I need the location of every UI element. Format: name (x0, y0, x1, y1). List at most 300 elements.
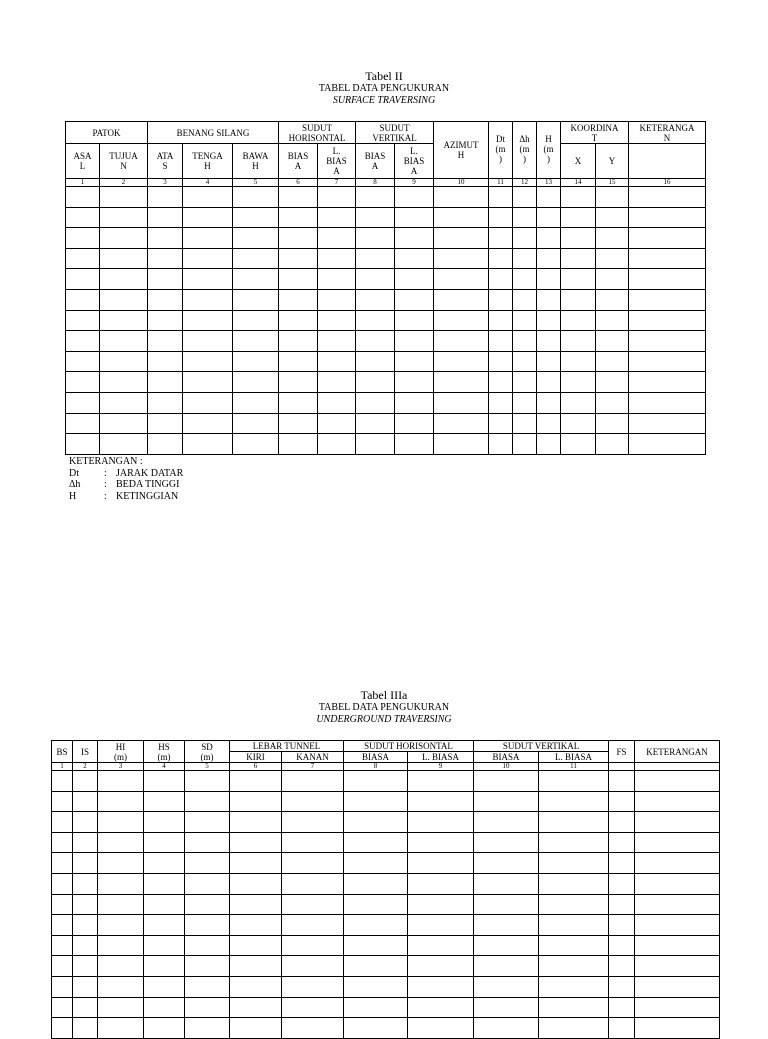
empty-cell[interactable] (282, 997, 344, 1018)
empty-cell[interactable] (279, 289, 318, 310)
empty-cell[interactable] (183, 413, 233, 434)
empty-cell[interactable] (434, 269, 489, 290)
empty-cell[interactable] (282, 791, 344, 812)
empty-cell[interactable] (629, 392, 706, 413)
empty-cell[interactable] (233, 434, 279, 455)
empty-cell[interactable] (282, 812, 344, 833)
empty-cell[interactable] (185, 894, 230, 915)
empty-cell[interactable] (635, 812, 720, 833)
empty-cell[interactable] (148, 228, 183, 249)
empty-cell[interactable] (434, 310, 489, 331)
empty-cell[interactable] (539, 894, 609, 915)
empty-cell[interactable] (144, 976, 185, 997)
empty-cell[interactable] (539, 853, 609, 874)
empty-cell[interactable] (344, 997, 408, 1018)
empty-cell[interactable] (98, 1018, 144, 1039)
empty-cell[interactable] (73, 956, 98, 977)
empty-cell[interactable] (596, 413, 629, 434)
empty-cell[interactable] (183, 228, 233, 249)
empty-cell[interactable] (282, 832, 344, 853)
empty-cell[interactable] (561, 248, 596, 269)
empty-cell[interactable] (513, 228, 537, 249)
empty-cell[interactable] (408, 832, 474, 853)
empty-cell[interactable] (408, 873, 474, 894)
empty-cell[interactable] (596, 310, 629, 331)
empty-cell[interactable] (144, 812, 185, 833)
empty-cell[interactable] (629, 331, 706, 352)
empty-cell[interactable] (537, 248, 561, 269)
empty-cell[interactable] (100, 310, 148, 331)
empty-cell[interactable] (148, 434, 183, 455)
empty-cell[interactable] (395, 372, 434, 393)
empty-cell[interactable] (356, 228, 395, 249)
empty-cell[interactable] (52, 915, 73, 936)
empty-cell[interactable] (629, 228, 706, 249)
empty-cell[interactable] (596, 228, 629, 249)
empty-cell[interactable] (98, 832, 144, 853)
empty-cell[interactable] (66, 310, 100, 331)
empty-cell[interactable] (73, 832, 98, 853)
empty-cell[interactable] (233, 228, 279, 249)
empty-cell[interactable] (318, 351, 356, 372)
empty-cell[interactable] (609, 956, 635, 977)
empty-cell[interactable] (52, 873, 73, 894)
empty-cell[interactable] (561, 372, 596, 393)
empty-cell[interactable] (356, 331, 395, 352)
empty-cell[interactable] (233, 187, 279, 208)
empty-cell[interactable] (395, 331, 434, 352)
empty-cell[interactable] (489, 413, 513, 434)
empty-cell[interactable] (279, 248, 318, 269)
empty-cell[interactable] (52, 812, 73, 833)
empty-cell[interactable] (344, 873, 408, 894)
empty-cell[interactable] (596, 207, 629, 228)
empty-cell[interactable] (318, 413, 356, 434)
empty-cell[interactable] (537, 269, 561, 290)
empty-cell[interactable] (52, 894, 73, 915)
empty-cell[interactable] (230, 1018, 282, 1039)
empty-cell[interactable] (635, 791, 720, 812)
empty-cell[interactable] (561, 331, 596, 352)
empty-cell[interactable] (537, 207, 561, 228)
empty-cell[interactable] (52, 976, 73, 997)
empty-cell[interactable] (233, 207, 279, 228)
empty-cell[interactable] (183, 289, 233, 310)
empty-cell[interactable] (489, 372, 513, 393)
empty-cell[interactable] (233, 351, 279, 372)
empty-cell[interactable] (66, 269, 100, 290)
empty-cell[interactable] (183, 310, 233, 331)
empty-cell[interactable] (629, 289, 706, 310)
empty-cell[interactable] (629, 269, 706, 290)
empty-cell[interactable] (144, 1018, 185, 1039)
empty-cell[interactable] (66, 351, 100, 372)
empty-cell[interactable] (539, 976, 609, 997)
empty-cell[interactable] (230, 956, 282, 977)
empty-cell[interactable] (434, 413, 489, 434)
empty-cell[interactable] (539, 935, 609, 956)
empty-cell[interactable] (318, 289, 356, 310)
empty-cell[interactable] (233, 392, 279, 413)
empty-cell[interactable] (635, 915, 720, 936)
empty-cell[interactable] (148, 331, 183, 352)
empty-cell[interactable] (537, 351, 561, 372)
empty-cell[interactable] (318, 310, 356, 331)
empty-cell[interactable] (148, 269, 183, 290)
empty-cell[interactable] (395, 413, 434, 434)
empty-cell[interactable] (474, 894, 539, 915)
empty-cell[interactable] (356, 207, 395, 228)
empty-cell[interactable] (434, 289, 489, 310)
empty-cell[interactable] (144, 791, 185, 812)
empty-cell[interactable] (185, 976, 230, 997)
empty-cell[interactable] (395, 434, 434, 455)
empty-cell[interactable] (230, 853, 282, 874)
empty-cell[interactable] (233, 310, 279, 331)
empty-cell[interactable] (98, 956, 144, 977)
empty-cell[interactable] (635, 873, 720, 894)
empty-cell[interactable] (596, 372, 629, 393)
empty-cell[interactable] (73, 791, 98, 812)
empty-cell[interactable] (561, 289, 596, 310)
empty-cell[interactable] (52, 771, 73, 792)
empty-cell[interactable] (474, 853, 539, 874)
empty-cell[interactable] (73, 1018, 98, 1039)
empty-cell[interactable] (609, 894, 635, 915)
empty-cell[interactable] (635, 956, 720, 977)
empty-cell[interactable] (230, 791, 282, 812)
empty-cell[interactable] (230, 771, 282, 792)
empty-cell[interactable] (635, 832, 720, 853)
empty-cell[interactable] (98, 915, 144, 936)
empty-cell[interactable] (537, 187, 561, 208)
empty-cell[interactable] (539, 832, 609, 853)
empty-cell[interactable] (98, 791, 144, 812)
empty-cell[interactable] (279, 228, 318, 249)
empty-cell[interactable] (395, 310, 434, 331)
empty-cell[interactable] (408, 997, 474, 1018)
empty-cell[interactable] (629, 248, 706, 269)
empty-cell[interactable] (434, 187, 489, 208)
empty-cell[interactable] (282, 976, 344, 997)
empty-cell[interactable] (408, 935, 474, 956)
empty-cell[interactable] (230, 873, 282, 894)
empty-cell[interactable] (100, 207, 148, 228)
empty-cell[interactable] (66, 434, 100, 455)
empty-cell[interactable] (100, 228, 148, 249)
empty-cell[interactable] (100, 269, 148, 290)
empty-cell[interactable] (52, 997, 73, 1018)
empty-cell[interactable] (233, 331, 279, 352)
empty-cell[interactable] (561, 413, 596, 434)
empty-cell[interactable] (635, 853, 720, 874)
empty-cell[interactable] (344, 853, 408, 874)
empty-cell[interactable] (395, 351, 434, 372)
empty-cell[interactable] (282, 915, 344, 936)
empty-cell[interactable] (609, 935, 635, 956)
empty-cell[interactable] (539, 791, 609, 812)
empty-cell[interactable] (279, 187, 318, 208)
empty-cell[interactable] (98, 976, 144, 997)
empty-cell[interactable] (148, 187, 183, 208)
empty-cell[interactable] (561, 207, 596, 228)
empty-cell[interactable] (148, 310, 183, 331)
empty-cell[interactable] (489, 392, 513, 413)
empty-cell[interactable] (629, 351, 706, 372)
empty-cell[interactable] (230, 997, 282, 1018)
empty-cell[interactable] (635, 997, 720, 1018)
empty-cell[interactable] (609, 915, 635, 936)
empty-cell[interactable] (408, 1018, 474, 1039)
empty-cell[interactable] (230, 915, 282, 936)
empty-cell[interactable] (356, 289, 395, 310)
empty-cell[interactable] (344, 956, 408, 977)
empty-cell[interactable] (513, 187, 537, 208)
empty-cell[interactable] (344, 832, 408, 853)
empty-cell[interactable] (513, 372, 537, 393)
empty-cell[interactable] (356, 392, 395, 413)
empty-cell[interactable] (434, 228, 489, 249)
empty-cell[interactable] (609, 832, 635, 853)
empty-cell[interactable] (344, 976, 408, 997)
empty-cell[interactable] (408, 894, 474, 915)
empty-cell[interactable] (395, 248, 434, 269)
empty-cell[interactable] (609, 1018, 635, 1039)
empty-cell[interactable] (230, 812, 282, 833)
empty-cell[interactable] (474, 791, 539, 812)
empty-cell[interactable] (356, 310, 395, 331)
empty-cell[interactable] (52, 791, 73, 812)
empty-cell[interactable] (408, 853, 474, 874)
empty-cell[interactable] (144, 935, 185, 956)
empty-cell[interactable] (66, 248, 100, 269)
empty-cell[interactable] (98, 894, 144, 915)
empty-cell[interactable] (279, 434, 318, 455)
empty-cell[interactable] (66, 207, 100, 228)
empty-cell[interactable] (489, 434, 513, 455)
empty-cell[interactable] (344, 812, 408, 833)
empty-cell[interactable] (474, 832, 539, 853)
empty-cell[interactable] (148, 207, 183, 228)
empty-cell[interactable] (100, 331, 148, 352)
empty-cell[interactable] (344, 935, 408, 956)
empty-cell[interactable] (144, 915, 185, 936)
empty-cell[interactable] (635, 894, 720, 915)
empty-cell[interactable] (489, 228, 513, 249)
empty-cell[interactable] (513, 392, 537, 413)
empty-cell[interactable] (318, 372, 356, 393)
empty-cell[interactable] (73, 812, 98, 833)
empty-cell[interactable] (395, 207, 434, 228)
empty-cell[interactable] (635, 976, 720, 997)
empty-cell[interactable] (52, 956, 73, 977)
empty-cell[interactable] (344, 894, 408, 915)
empty-cell[interactable] (183, 187, 233, 208)
empty-cell[interactable] (144, 832, 185, 853)
empty-cell[interactable] (474, 771, 539, 792)
empty-cell[interactable] (629, 413, 706, 434)
empty-cell[interactable] (609, 873, 635, 894)
empty-cell[interactable] (73, 976, 98, 997)
empty-cell[interactable] (98, 771, 144, 792)
empty-cell[interactable] (183, 331, 233, 352)
empty-cell[interactable] (356, 413, 395, 434)
empty-cell[interactable] (596, 434, 629, 455)
empty-cell[interactable] (408, 915, 474, 936)
empty-cell[interactable] (609, 812, 635, 833)
empty-cell[interactable] (183, 351, 233, 372)
empty-cell[interactable] (282, 1018, 344, 1039)
empty-cell[interactable] (356, 187, 395, 208)
empty-cell[interactable] (561, 392, 596, 413)
empty-cell[interactable] (513, 269, 537, 290)
empty-cell[interactable] (356, 372, 395, 393)
empty-cell[interactable] (434, 248, 489, 269)
empty-cell[interactable] (537, 228, 561, 249)
empty-cell[interactable] (537, 434, 561, 455)
empty-cell[interactable] (629, 187, 706, 208)
empty-cell[interactable] (230, 935, 282, 956)
empty-cell[interactable] (596, 248, 629, 269)
empty-cell[interactable] (395, 228, 434, 249)
empty-cell[interactable] (629, 372, 706, 393)
empty-cell[interactable] (279, 207, 318, 228)
empty-cell[interactable] (100, 413, 148, 434)
empty-cell[interactable] (408, 812, 474, 833)
empty-cell[interactable] (100, 187, 148, 208)
empty-cell[interactable] (629, 434, 706, 455)
empty-cell[interactable] (537, 289, 561, 310)
empty-cell[interactable] (561, 228, 596, 249)
empty-cell[interactable] (66, 331, 100, 352)
empty-cell[interactable] (474, 1018, 539, 1039)
empty-cell[interactable] (98, 853, 144, 874)
empty-cell[interactable] (183, 248, 233, 269)
empty-cell[interactable] (489, 289, 513, 310)
empty-cell[interactable] (539, 915, 609, 936)
empty-cell[interactable] (185, 1018, 230, 1039)
empty-cell[interactable] (73, 873, 98, 894)
empty-cell[interactable] (537, 310, 561, 331)
empty-cell[interactable] (73, 915, 98, 936)
empty-cell[interactable] (66, 228, 100, 249)
empty-cell[interactable] (596, 392, 629, 413)
empty-cell[interactable] (185, 935, 230, 956)
empty-cell[interactable] (489, 331, 513, 352)
empty-cell[interactable] (344, 791, 408, 812)
empty-cell[interactable] (183, 372, 233, 393)
empty-cell[interactable] (489, 248, 513, 269)
empty-cell[interactable] (279, 269, 318, 290)
empty-cell[interactable] (66, 187, 100, 208)
empty-cell[interactable] (356, 248, 395, 269)
empty-cell[interactable] (561, 269, 596, 290)
empty-cell[interactable] (233, 289, 279, 310)
empty-cell[interactable] (52, 1018, 73, 1039)
empty-cell[interactable] (148, 372, 183, 393)
empty-cell[interactable] (474, 997, 539, 1018)
empty-cell[interactable] (408, 956, 474, 977)
empty-cell[interactable] (609, 976, 635, 997)
empty-cell[interactable] (100, 434, 148, 455)
empty-cell[interactable] (148, 289, 183, 310)
empty-cell[interactable] (539, 1018, 609, 1039)
empty-cell[interactable] (318, 207, 356, 228)
empty-cell[interactable] (318, 187, 356, 208)
empty-cell[interactable] (539, 812, 609, 833)
empty-cell[interactable] (144, 771, 185, 792)
empty-cell[interactable] (318, 248, 356, 269)
empty-cell[interactable] (282, 894, 344, 915)
empty-cell[interactable] (434, 434, 489, 455)
empty-cell[interactable] (279, 351, 318, 372)
empty-cell[interactable] (148, 351, 183, 372)
empty-cell[interactable] (282, 956, 344, 977)
empty-cell[interactable] (434, 351, 489, 372)
empty-cell[interactable] (609, 997, 635, 1018)
empty-cell[interactable] (561, 310, 596, 331)
empty-cell[interactable] (73, 935, 98, 956)
empty-cell[interactable] (144, 997, 185, 1018)
empty-cell[interactable] (148, 392, 183, 413)
empty-cell[interactable] (148, 248, 183, 269)
empty-cell[interactable] (318, 228, 356, 249)
empty-cell[interactable] (282, 853, 344, 874)
empty-cell[interactable] (489, 207, 513, 228)
empty-cell[interactable] (489, 310, 513, 331)
empty-cell[interactable] (185, 812, 230, 833)
empty-cell[interactable] (52, 832, 73, 853)
empty-cell[interactable] (537, 372, 561, 393)
empty-cell[interactable] (73, 771, 98, 792)
empty-cell[interactable] (513, 207, 537, 228)
empty-cell[interactable] (183, 434, 233, 455)
empty-cell[interactable] (52, 935, 73, 956)
empty-cell[interactable] (183, 207, 233, 228)
empty-cell[interactable] (279, 331, 318, 352)
empty-cell[interactable] (66, 289, 100, 310)
empty-cell[interactable] (73, 853, 98, 874)
empty-cell[interactable] (609, 771, 635, 792)
empty-cell[interactable] (144, 956, 185, 977)
empty-cell[interactable] (561, 351, 596, 372)
empty-cell[interactable] (185, 873, 230, 894)
empty-cell[interactable] (596, 187, 629, 208)
empty-cell[interactable] (144, 894, 185, 915)
empty-cell[interactable] (279, 413, 318, 434)
empty-cell[interactable] (183, 392, 233, 413)
empty-cell[interactable] (474, 976, 539, 997)
empty-cell[interactable] (282, 771, 344, 792)
empty-cell[interactable] (144, 873, 185, 894)
empty-cell[interactable] (344, 771, 408, 792)
empty-cell[interactable] (144, 853, 185, 874)
empty-cell[interactable] (66, 413, 100, 434)
empty-cell[interactable] (474, 915, 539, 936)
empty-cell[interactable] (148, 413, 183, 434)
empty-cell[interactable] (561, 187, 596, 208)
empty-cell[interactable] (233, 372, 279, 393)
empty-cell[interactable] (395, 187, 434, 208)
empty-cell[interactable] (537, 392, 561, 413)
empty-cell[interactable] (434, 331, 489, 352)
empty-cell[interactable] (596, 269, 629, 290)
empty-cell[interactable] (100, 289, 148, 310)
empty-cell[interactable] (513, 434, 537, 455)
empty-cell[interactable] (230, 832, 282, 853)
empty-cell[interactable] (474, 873, 539, 894)
empty-cell[interactable] (629, 310, 706, 331)
